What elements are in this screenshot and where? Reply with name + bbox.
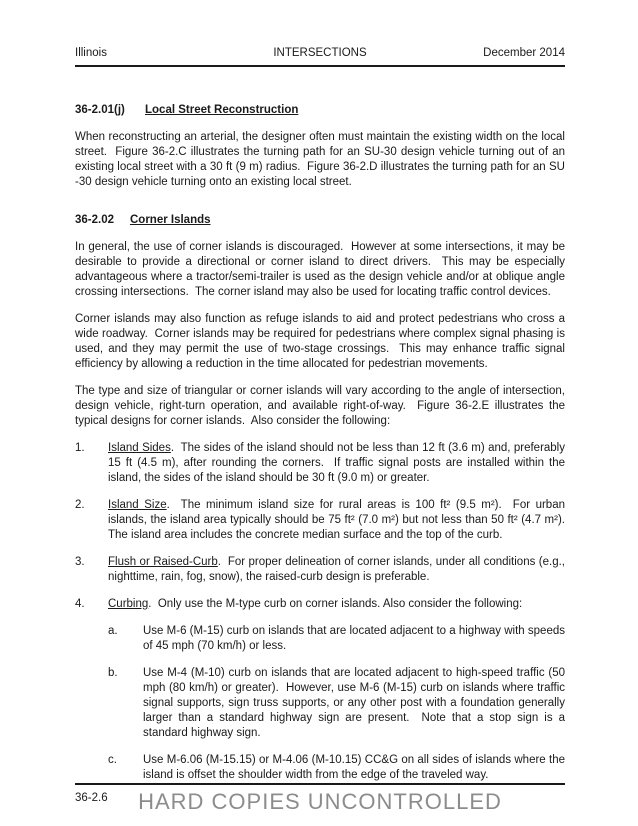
section-number: 36-2.02 — [75, 214, 115, 226]
list-item-text: . The minimum island size for rural areas is 100 ft² (9.5 m²). For urban islands, the island area typically should be 75 ft² (7.0 m²) but not less than 50 ft² (4.7 m²). The island area includes the concrete median surface and the top of the curb. — [108, 499, 572, 541]
watermark-text: HARD COPIES UNCONTROLLED — [138, 789, 502, 814]
list-item-body — [108, 597, 565, 612]
section-title: Corner Islands — [130, 214, 211, 226]
paragraph: When reconstructing an arterial, the designer often must maintain the existing width on the local street. Figure 36-2.C illustrates the turning path for an SU-30 design vehicle turning out of an existing local street with a 30 ft (9 m) radius. Figure 36-2.D illustrates the turning path for an SU -30 design vehicle turning onto an existing local street. — [75, 131, 569, 188]
list-item-number: 3. — [75, 556, 85, 568]
sub-item-text: Use M-4 (M-10) curb on islands that are located adjacent to high-speed traffic (50 mph (80 km/h) or greater). However, use M-6 (M-15) curb on islands where traffic signal supports, sign truss supports, or any other post with a foundation generally larger than a standard highway sign are present. Note that a stop sign is a standard highway sign. — [143, 667, 569, 739]
list-item — [75, 441, 569, 486]
page-footer — [75, 783, 565, 826]
list-item-text: . For proper delineation of corner islands, under all conditions (e.g., nighttime, rain, fog, snow), the raised-curb design is preferable. — [108, 556, 569, 583]
sub-list — [108, 612, 569, 783]
sub-item-letter: a. — [108, 625, 118, 637]
footer-row — [75, 789, 565, 815]
header-left: Illinois — [75, 47, 107, 59]
paragraph: Corner islands may also function as refuge islands to aid and protect pedestrians who cross a wide roadway. Corner islands may be required for pedestrians where complex signal phasing is used, and they may permit the use of two-stage crossings. This may enhance traffic signal efficiency by allowing a reduction in the time allocated for pedestrian movements. — [75, 313, 569, 370]
page-header — [75, 46, 565, 67]
section-number: 36-2.01(j) — [75, 104, 125, 116]
list-item-text: . Only use the M-type curb on corner islands. Also consider the following: — [148, 598, 523, 610]
section-heading-36-2-01j — [75, 103, 565, 118]
sub-item-letter: c. — [108, 754, 117, 766]
sub-item-letter: b. — [108, 667, 118, 679]
header-title: INTERSECTIONS — [273, 47, 367, 59]
sub-list-item — [108, 624, 569, 654]
list-item-term: Island Sides — [108, 442, 171, 454]
list-item — [75, 597, 565, 612]
list-item-body — [108, 555, 569, 585]
page-number: 36-2.6 — [75, 792, 108, 804]
paragraph: The type and size of triangular or corner islands will vary according to the angle of intersection, design vehicle, right-turn operation, and available right-of-way. Figure 36-2.E illustrates the typical designs for corner islands. Also consider the following: — [75, 385, 569, 427]
paragraph: In general, the use of corner islands is discouraged. However at some intersections, it may be desirable to provide a directional or corner island to direct drivers. This may be especially advantageous where a tractor/semi-trailer is used as the design vehicle and/or at oblique angle crossing intersections. The corner island may also be used for locating traffic control devices. — [75, 241, 569, 298]
list-item-term: Curbing — [108, 598, 149, 610]
list-item — [75, 555, 569, 585]
list-item-number: 4. — [75, 598, 85, 610]
list-item-body — [108, 498, 572, 543]
sub-list-item — [108, 666, 569, 741]
list-item-number: 1. — [75, 442, 85, 454]
section-title: Local Street Reconstruction — [145, 104, 299, 116]
sub-list-item — [108, 753, 569, 783]
list-item-term: Island Size — [108, 499, 167, 511]
header-right-date: December 2014 — [483, 47, 565, 59]
list-item-text: . The sides of the island should not be less than 12 ft (3.6 m) and, preferably 15 ft (4.5 m), after rounding the corners. If traffic signal posts are installed within the island, the sides of the island should be 30 ft (9.0 m) or greater. — [108, 442, 569, 484]
sub-item-text: Use M-6 (M-15) curb on islands that are located adjacent to a highway with speeds of 45 mph (70 km/h) or less. — [143, 625, 569, 652]
list-item-body — [108, 441, 569, 486]
list-item-number: 2. — [75, 499, 85, 511]
section-heading-36-2-02 — [75, 213, 565, 228]
list-item — [75, 498, 572, 543]
footer-rule — [75, 783, 565, 785]
sub-item-text: Use M-6.06 (M-15.15) or M-4.06 (M-10.15) CC&G on all sides of islands where the island is offset the shoulder width from the edge of the traveled way. — [143, 754, 569, 781]
list-item-term: Flush or Raised-Curb — [108, 556, 218, 568]
